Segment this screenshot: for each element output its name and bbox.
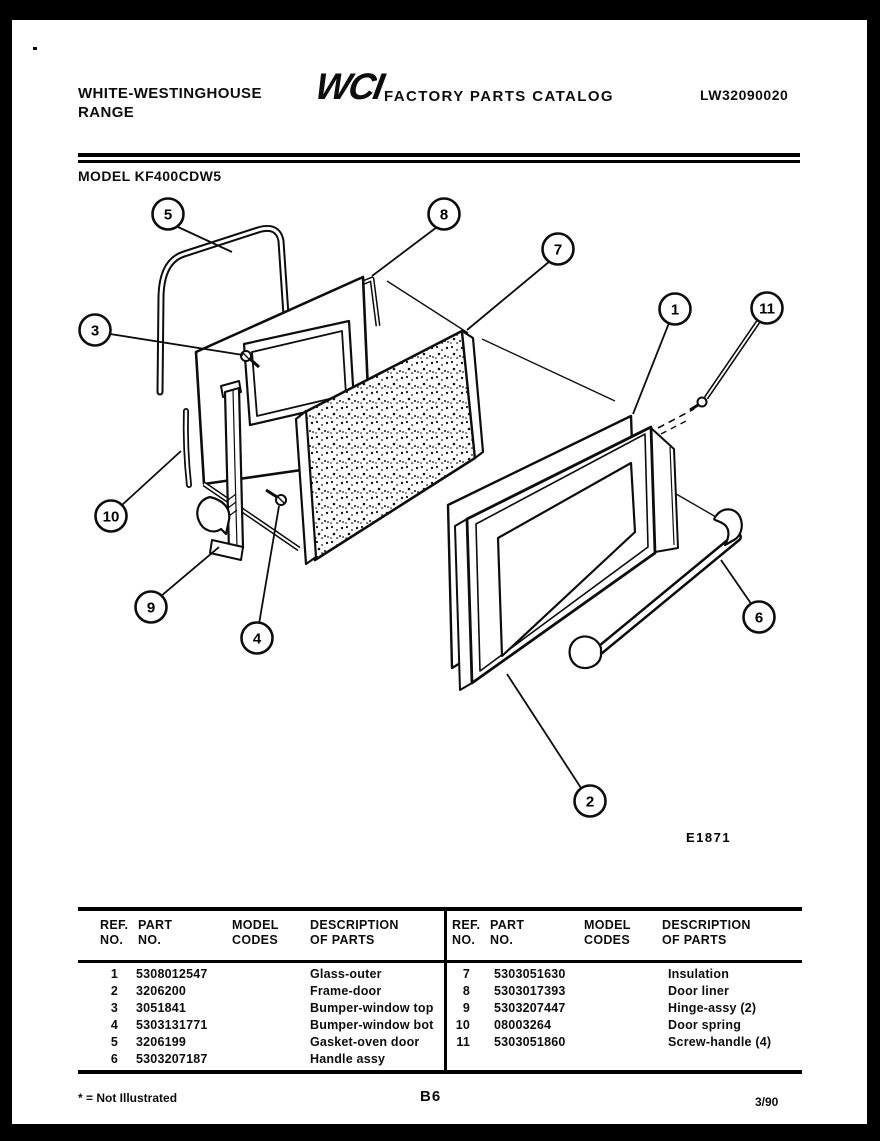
header-rule-1	[78, 153, 800, 157]
catalog-title: FACTORY PARTS CATALOG	[384, 88, 614, 105]
table-row: 6 5303207187 Handle assy	[110, 1052, 386, 1066]
callout-1-label: 1	[670, 301, 680, 319]
callout-7-label: 7	[553, 241, 563, 259]
col-part: PART NO.	[490, 918, 525, 947]
footer-date-code: 3/90	[755, 1095, 779, 1109]
table-row: 2 3206200 Frame-door	[110, 984, 382, 998]
wci-logo: WCI	[312, 66, 386, 107]
callout-7	[543, 234, 574, 265]
callout-6	[744, 602, 775, 633]
scan-border-top	[0, 0, 880, 20]
callout-1	[660, 294, 691, 325]
table-row: 5 3206199 Gasket-oven door	[110, 1035, 420, 1049]
callout-8-label: 8	[439, 206, 449, 224]
callout-5	[153, 199, 184, 230]
col-part: PART NO.	[138, 918, 173, 947]
callout-11	[752, 293, 783, 324]
callout-6-label: 6	[754, 609, 764, 627]
callout-8	[429, 199, 460, 230]
callout-4	[242, 623, 273, 654]
col-model: MODEL CODES	[232, 918, 279, 947]
brand-name	[78, 84, 262, 122]
publication-number: LW32090020	[700, 87, 789, 103]
left-table-header	[100, 918, 440, 948]
part-door-spring	[186, 411, 189, 485]
col-desc: DESCRIPTION OF PARTS	[662, 918, 751, 947]
callout-3	[80, 315, 111, 346]
table-row: 4 5303131771 Bumper-window bot	[110, 1018, 434, 1032]
scan-speck	[33, 47, 37, 50]
table-row: 10 08003264 Door spring	[455, 1018, 742, 1032]
table-row: 11 5303051860 Screw-handle (4)	[456, 1035, 772, 1049]
header-rule-2	[78, 160, 800, 163]
callout-9	[136, 592, 167, 623]
left-table-rows	[93, 967, 441, 1069]
hinge-hook	[197, 497, 229, 534]
table-row: 3 3051841 Bumper-window top	[110, 1001, 434, 1015]
col-desc: DESCRIPTION OF PARTS	[310, 918, 399, 947]
table-top-rule	[78, 907, 802, 911]
model-line: MODEL KF400CDW5	[78, 168, 222, 184]
right-table-header	[452, 918, 792, 948]
handle-end-cap	[570, 637, 601, 668]
footer-note: * = Not Illustrated	[78, 1091, 178, 1105]
figure-code: E1871	[686, 830, 732, 845]
part-screw-handle	[658, 322, 758, 434]
table-row: 7 5303051630 Insulation	[462, 967, 730, 981]
callout-10	[96, 501, 127, 532]
table-row: 9 5303207447 Hinge-assy (2)	[462, 1001, 757, 1015]
callout-4-label: 4	[252, 630, 262, 648]
scan-border-left	[0, 0, 12, 1141]
callout-3-label: 3	[90, 322, 100, 340]
callout-9-label: 9	[146, 599, 156, 617]
callout-2	[575, 786, 606, 817]
col-ref: REF. NO.	[100, 918, 129, 947]
col-model: MODEL CODES	[584, 918, 631, 947]
callout-10-label: 10	[102, 508, 120, 526]
callout-11-label: 11	[759, 300, 775, 318]
col-ref: REF. NO.	[452, 918, 481, 947]
brand-line1: WHITE-WESTINGHOUSE	[78, 85, 262, 102]
right-table-rows	[446, 967, 794, 1052]
scan-border-bottom	[0, 1124, 880, 1141]
callout-2-label: 2	[585, 793, 595, 811]
table-bottom-rule	[78, 1070, 802, 1074]
table-row: 8 5303017393 Door liner	[462, 984, 730, 998]
footer-page-code: B6	[420, 1088, 442, 1105]
table-row: 1 5308012547 Glass-outer	[110, 967, 382, 981]
scan-border-right	[867, 0, 880, 1141]
callout-5-label: 5	[163, 206, 173, 224]
table-header-rule	[78, 960, 802, 963]
part-bumper-window-bot	[266, 490, 286, 505]
brand-line2: RANGE	[78, 104, 135, 121]
